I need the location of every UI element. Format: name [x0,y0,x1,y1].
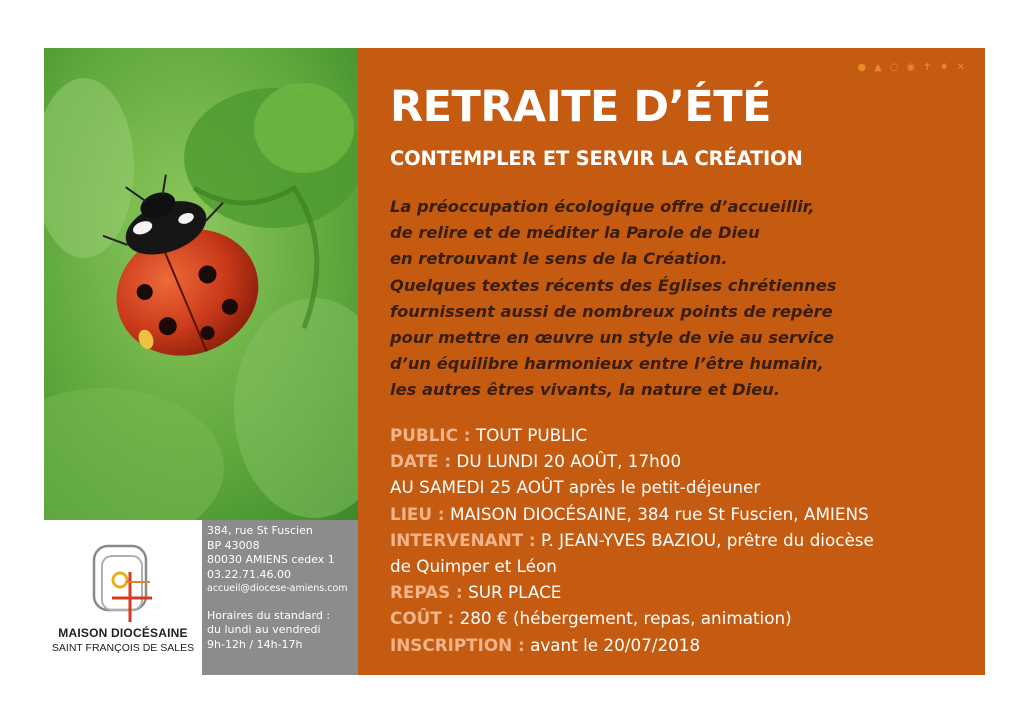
flame-icon: ▲ [874,62,890,73]
public-label: PUBLIC : [390,425,471,445]
symbol-icons-row [857,62,973,73]
lieu-value: MAISON DIOCÉSAINE, 384 rue St Fuscien, AMIENS [449,503,869,524]
cout-label: COÛT : [390,608,455,629]
ladybug-photo [44,48,358,520]
dove-icon: ♦ [939,62,957,73]
inscription-label: INSCRIPTION : [390,634,525,655]
repas-label: REPAS : [390,582,463,603]
logo-title: MAISON DIOCÉSAINE [58,626,188,640]
contact-panel [202,520,358,675]
intervenant-row [390,527,980,553]
date-row [390,448,980,474]
address-line-2: BP 43008 [207,538,260,552]
maison-diocesaine-logo-panel [44,520,202,675]
lieu-label: LIEU : [390,503,445,524]
address-line-3: 80030 AMIENS cedex 1 [207,553,335,566]
page-title: RETRAITE D’ÉTÉ [390,82,771,132]
inscription-row [390,632,980,658]
lieu-row [390,501,980,527]
intro-line: La préoccupation écologique offre d’accueillir, [390,197,815,216]
intro-line: en retrouvant le sens de la Création. [390,249,728,269]
cout-row [390,605,980,631]
phone-number: 03.22.71.46.00 [207,567,291,581]
date-label: DATE : [390,451,452,472]
intro-line: d’un équilibre harmonieux entre l’être humain, [390,354,824,374]
intro-paragraph [390,194,950,404]
public-value: TOUT PUBLIC [475,425,588,445]
intervenant-value: P. JEAN-YVES BAZIOU, prêtre du diocèse [541,529,874,550]
intro-line: Quelques textes récents des Églises chrétiennes [390,275,837,295]
public-row [390,422,980,448]
repas-value: SUR PLACE [468,582,562,603]
inscription-value: avant le 20/07/2018 [530,634,701,655]
hours-label: Horaires du standard : [207,608,331,622]
intro-line: de relire et de méditer la Parole de Dieu [390,223,760,243]
logo-subtitle: SAINT FRANÇOIS DE SALES [51,642,195,654]
bread-icon: ◉ [906,62,924,73]
maison-diocesaine-logo-icon [90,542,156,624]
date-row-2 [390,474,980,500]
hours-days: du lundi au vendredi [207,623,321,636]
date-value: DU LUNDI 20 AOÛT, 17h00 [456,451,682,472]
star-icon: ✕ [956,62,973,73]
cout-value: 280 € (hébergement, repas, animation) [459,608,792,629]
fish-icon: ● [857,62,875,73]
intro-line: fournissent aussi de nombreux points de repère [390,301,833,321]
intervenant-value-2: de Quimper et Léon [390,556,557,577]
fish-outline-icon: ○ [889,62,907,73]
event-details [390,422,980,658]
date-value-2: AU SAMEDI 25 AOÛT après le petit-déjeuner [390,477,761,498]
email-link[interactable]: accueil@diocese-amiens.com [207,583,348,594]
intervenant-row-2 [390,553,980,579]
intervenant-label: INTERVENANT : [390,529,536,550]
intro-line: les autres êtres vivants, la nature et Dieu. [390,380,781,400]
cross-icon: ✝ [923,62,940,73]
repas-row [390,579,980,605]
intro-line: pour mettre en œuvre un style de vie au service [390,328,834,348]
address-line-1: 384, rue St Fuscien [207,524,313,537]
hours-times: 9h-12h / 14h-17h [207,637,303,651]
content-panel [358,48,985,675]
page-subtitle: CONTEMPLER ET SERVIR LA CRÉATION [390,147,803,170]
